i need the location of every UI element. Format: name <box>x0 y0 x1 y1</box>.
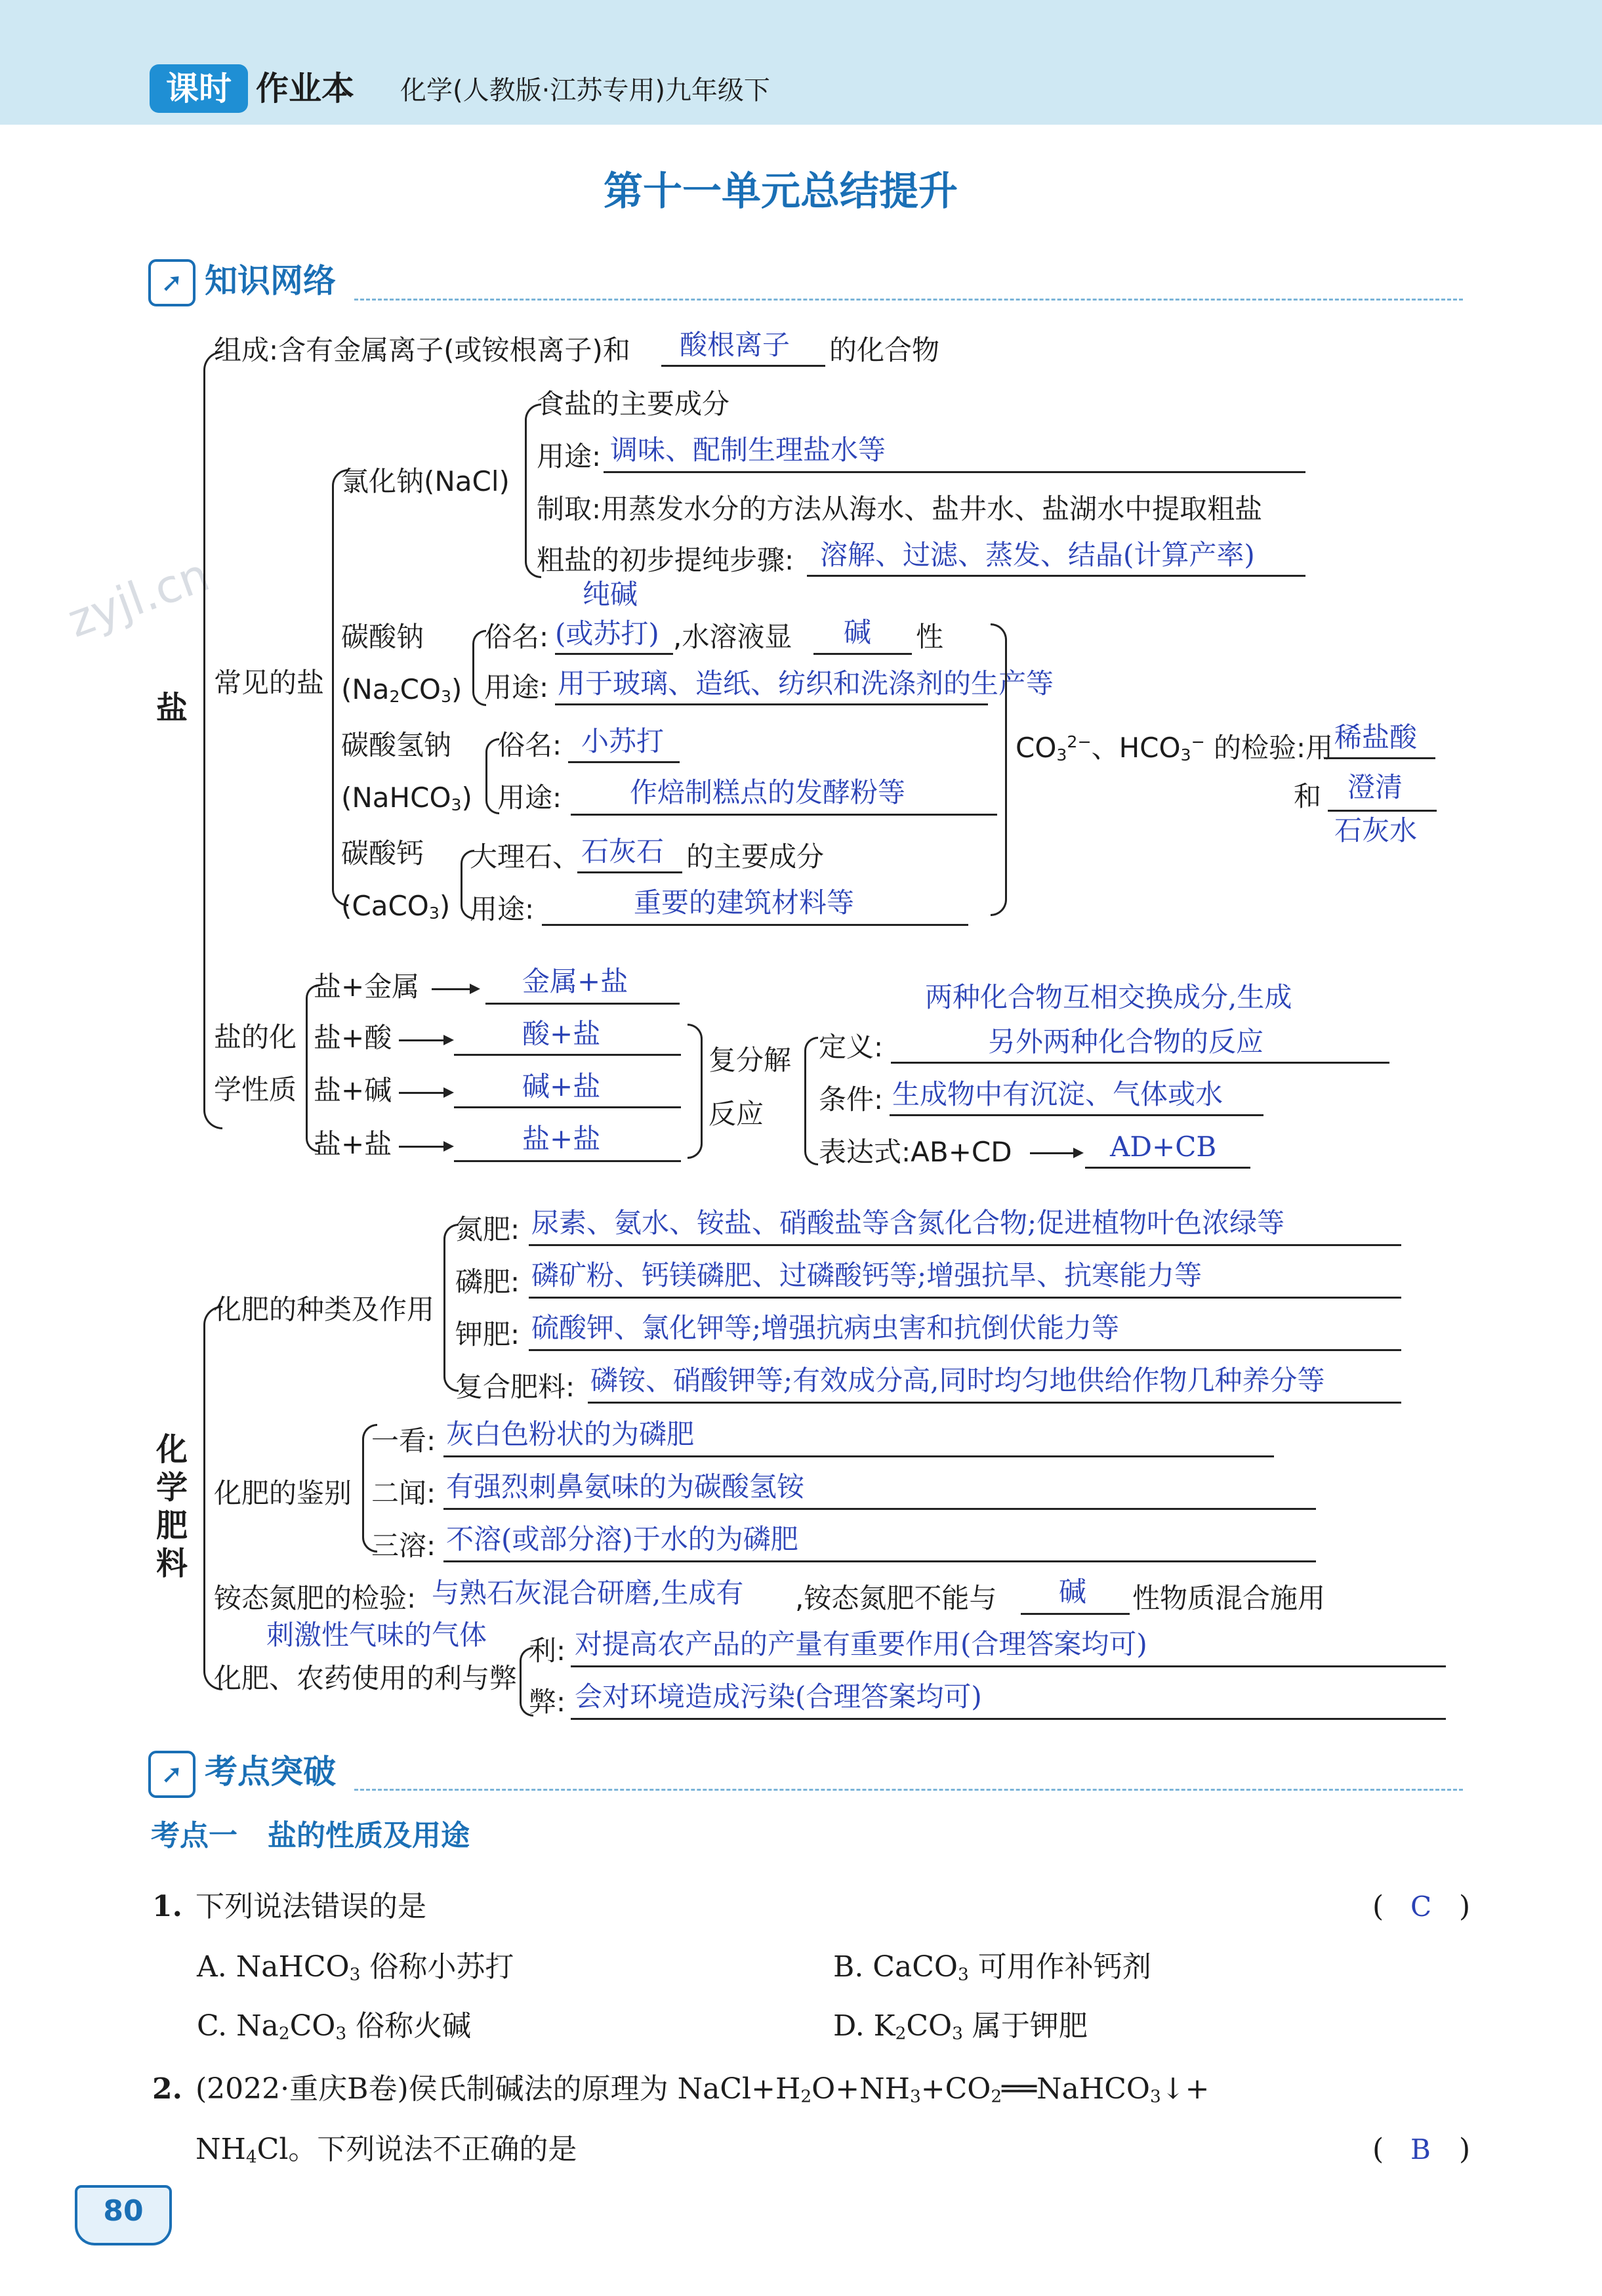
q2-answer: B <box>1410 2133 1431 2165</box>
nacl-main: 食盐的主要成分 <box>537 388 730 420</box>
id2-blank <box>443 1508 1316 1510</box>
n-blank <box>529 1244 1401 1246</box>
composition-post: 的化合物 <box>829 334 940 366</box>
expression-answer: AD+CB <box>1110 1131 1217 1163</box>
nahco3-name: 碳酸氢钠 <box>341 729 452 761</box>
na2co3-use-blank <box>555 703 988 705</box>
run-icon: ➚ <box>148 1751 195 1798</box>
nh4-answer-3: 刺激性气味的气体 <box>266 1619 487 1651</box>
identify-label: 化肥的鉴别 <box>214 1477 352 1509</box>
compound-blank <box>588 1402 1401 1404</box>
chem-label-1: 盐的化 <box>214 1021 297 1053</box>
arrow-1 <box>432 988 478 990</box>
definition-blank <box>891 1062 1389 1064</box>
test-answer-2b: 石灰水 <box>1334 814 1418 846</box>
definition-answer-2: 另外两种化合物的反应 <box>988 1026 1264 1058</box>
nacl-make: 制取:用蒸发水分的方法从海水、盐井水、盐湖水中提取粗盐 <box>537 493 1263 525</box>
id1-label: 一看: <box>371 1425 436 1457</box>
test-label: $CO_3^{2-}$、$HCO_3^-$ 的检验:用 <box>1016 732 1334 765</box>
pros-cons-label: 化肥、农药使用的利与弊 <box>214 1662 518 1694</box>
q1-option-b[interactable]: B. CaCO$_3$ 可用作补钙剂 <box>833 1950 1151 1985</box>
na2co3-alias-answer2: 碱 <box>844 616 872 648</box>
double-decomp-2: 反应 <box>709 1098 764 1130</box>
reaction-2: 盐+酸 <box>314 1022 392 1054</box>
na2co3-alias-top: 纯碱 <box>583 578 638 610</box>
arrow-2 <box>399 1039 451 1041</box>
na2co3-alias-blank2 <box>813 653 912 655</box>
q1-answer: C <box>1410 1890 1432 1923</box>
nahco3-alias-blank <box>568 761 680 763</box>
na2co3-name: 碳酸钠 <box>341 621 424 653</box>
q1-number: 1. <box>152 1890 182 1923</box>
double-decomp-brace <box>688 1024 703 1159</box>
fert-kind-label: 化肥的种类及作用 <box>214 1293 435 1325</box>
k-blank <box>529 1349 1401 1351</box>
reaction-2-answer: 酸+盐 <box>522 1018 601 1050</box>
caco3-use-label: 用途: <box>470 893 535 925</box>
reaction-1-answer: 金属+盐 <box>522 965 628 997</box>
composition-text: 组成:含有金属离子(或铵根离子)和 <box>214 334 630 366</box>
reaction-4: 盐+盐 <box>314 1128 392 1160</box>
reaction-1-blank <box>485 1003 680 1005</box>
composition-answer: 酸根离子 <box>680 329 791 361</box>
reaction-3-answer: 碱+盐 <box>522 1070 601 1102</box>
fertilizer-label: 化学肥料 <box>156 1431 188 1582</box>
test-brace <box>991 623 1007 916</box>
q2-line-2: $NH_4Cl$。下列说法不正确的是 <box>195 2133 577 2167</box>
id1-blank <box>443 1455 1274 1457</box>
nahco3-use-answer: 作焙制糕点的发酵粉等 <box>630 776 906 808</box>
reaction-1: 盐+金属 <box>314 971 420 1003</box>
caco3-main-post: 的主要成分 <box>686 841 825 873</box>
condition-blank <box>890 1114 1263 1116</box>
na2co3-alias-mid: ,水溶液显 <box>673 621 792 653</box>
nahco3-alias-label: 俗名: <box>497 729 562 761</box>
reaction-4-answer: 盐+盐 <box>522 1123 601 1155</box>
test-and: 和 <box>1294 780 1322 812</box>
header-subject: 化学(人教版·江苏专用)九年级下 <box>400 75 770 106</box>
reaction-2-blank <box>454 1054 681 1056</box>
q1-option-a[interactable]: A. NaHCO$_3$ 俗称小苏打 <box>197 1950 514 1985</box>
q1-paren-right: ) <box>1459 1890 1471 1923</box>
k-answer: 硫酸钾、氯化钾等;增强抗病虫害和抗倒伏能力等 <box>531 1312 1120 1344</box>
id3-label: 三溶: <box>371 1530 436 1562</box>
nacl-purify-label: 粗盐的初步提纯步骤: <box>537 544 794 576</box>
n-answer: 尿素、氨水、铵盐、硝酸盐等含氮化合物;促进植物叶色浓绿等 <box>531 1207 1285 1239</box>
common-salt-label: 常见的盐 <box>214 667 325 699</box>
test-blank-2 <box>1328 810 1437 812</box>
k-label: 钾肥: <box>455 1318 520 1350</box>
q2-paren-left: ( <box>1372 2133 1384 2166</box>
q1-paren-left: ( <box>1372 1890 1384 1923</box>
p-answer: 磷矿粉、钙镁磷肥、过磷酸钙等;增强抗旱、抗寒能力等 <box>531 1259 1202 1291</box>
pro-blank <box>571 1665 1446 1667</box>
nahco3-formula: (NaHCO$_3$) <box>341 782 472 815</box>
arrow-3 <box>399 1092 451 1094</box>
caco3-use-answer: 重要的建筑材料等 <box>634 887 855 919</box>
chem-label-2: 学性质 <box>214 1074 297 1106</box>
q2-number: 2. <box>152 2072 182 2106</box>
nahco3-use-blank <box>571 814 997 816</box>
id1-answer: 灰白色粉状的为磷肥 <box>446 1418 695 1450</box>
q2-line-1: (2022·重庆B卷)侯氏制碱法的原理为 $NaCl+H_2O+NH_3+CO_2══NaHCO_3↓+$ <box>195 2072 1210 2107</box>
con-label: 弊: <box>529 1686 566 1718</box>
con-blank <box>571 1718 1446 1720</box>
nahco3-alias-answer: 小苏打 <box>581 725 665 757</box>
salt-brace <box>203 351 222 1129</box>
nacl-use-label: 用途: <box>537 440 602 472</box>
nh4-mid: ,铵态氮肥不能与 <box>795 1582 997 1614</box>
id2-answer: 有强烈刺鼻氨味的为碳酸氢铵 <box>446 1471 805 1503</box>
n-label: 氮肥: <box>455 1213 520 1245</box>
header-series: 作业本 <box>256 70 354 108</box>
watermark: zyjl.cn <box>60 547 216 648</box>
compound-label: 复合肥料: <box>455 1371 575 1403</box>
pro-label: 利: <box>529 1635 566 1667</box>
pro-answer: 对提高农产品的产量有重要作用(合理答案均可) <box>575 1628 1147 1660</box>
q2-paren-right: ) <box>1459 2133 1471 2166</box>
reaction-3: 盐+碱 <box>314 1074 392 1106</box>
double-decomp-1: 复分解 <box>709 1044 792 1076</box>
caco3-main-answer: 石灰石 <box>581 835 665 867</box>
condition-answer: 生成物中有沉淀、气体或水 <box>892 1078 1223 1110</box>
nh4-blank-2 <box>1021 1613 1130 1615</box>
caco3-formula: (CaCO$_3$) <box>341 890 451 923</box>
caco3-name: 碳酸钙 <box>341 837 424 869</box>
q1-stem: 下列说法错误的是 <box>195 1890 426 1923</box>
header-logo: 课时 <box>150 64 248 113</box>
fert-kind-brace <box>443 1224 459 1392</box>
expression-arrow <box>1030 1152 1081 1154</box>
q1-option-d[interactable]: D. $K_2CO_3$ 属于钾肥 <box>833 2009 1088 2044</box>
section-title: 知识网络 <box>205 262 336 300</box>
section-divider <box>354 1789 1463 1791</box>
nacl-use-blank <box>604 471 1305 473</box>
condition-label: 条件: <box>819 1083 884 1116</box>
na2co3-formula: $(Na_2CO_3)$ <box>341 673 462 707</box>
na2co3-use-answer: 用于玻璃、造纸、纺织和洗涤剂的生产等 <box>558 667 1054 699</box>
na2co3-alias-label: 俗名: <box>484 621 549 653</box>
salt-label: 盐 <box>156 690 188 726</box>
na2co3-use-label: 用途: <box>484 671 549 703</box>
reaction-3-blank <box>454 1106 681 1108</box>
page-title: 第十一单元总结提升 <box>604 169 958 215</box>
reaction-4-blank <box>454 1160 681 1162</box>
nacl-purify-blank <box>807 575 1305 577</box>
nacl-label: 氯化钠(NaCl) <box>341 465 510 497</box>
na2co3-alias-answer: (或苏打) <box>555 617 659 650</box>
expression-blank <box>1085 1167 1250 1169</box>
test-answer-2a: 澄清 <box>1347 771 1403 803</box>
caco3-use-blank <box>542 924 968 926</box>
nh4-answer-2: 碱 <box>1059 1576 1087 1608</box>
p-blank <box>529 1297 1401 1299</box>
page-number: 80 <box>103 2194 144 2228</box>
nh4-answer: 与熟石灰混合研磨,生成有 <box>432 1577 744 1609</box>
section-divider <box>354 299 1463 301</box>
definition-label: 定义: <box>819 1031 884 1063</box>
id3-answer: 不溶(或部分溶)于水的为磷肥 <box>446 1523 798 1555</box>
caco3-main-a: 大理石、 <box>470 841 581 873</box>
con-answer: 会对环境造成污染(合理答案均可) <box>575 1680 982 1713</box>
nahco3-use-label: 用途: <box>497 782 562 814</box>
compound-answer: 磷铵、硝酸钾等;有效成分高,同时均匀地供给作物几种养分等 <box>590 1364 1325 1396</box>
nacl-purify-answer: 溶解、过滤、蒸发、结晶(计算产率) <box>820 539 1255 571</box>
definition-answer-1: 两种化合物互相交换成分,生成 <box>925 981 1292 1013</box>
p-label: 磷肥: <box>455 1266 520 1298</box>
id2-label: 二闻: <box>371 1477 436 1509</box>
id3-blank <box>443 1560 1316 1562</box>
arrow-4 <box>399 1146 451 1148</box>
expression-label: 表达式:AB+CD <box>819 1136 1012 1168</box>
q1-option-c[interactable]: C. $Na_2CO_3$ 俗称火碱 <box>197 2009 472 2044</box>
nh4-post: 性物质混合施用 <box>1132 1582 1326 1614</box>
key-point-title: 考点一 盐的性质及用途 <box>151 1819 470 1852</box>
caco3-main-blank <box>577 871 682 873</box>
nacl-use-answer: 调味、配制生理盐水等 <box>610 434 886 466</box>
nh4-label: 铵态氮肥的检验: <box>214 1582 417 1614</box>
composition-blank <box>661 365 825 367</box>
run-icon: ➚ <box>148 259 195 306</box>
test-blank-1 <box>1324 757 1435 759</box>
test-answer-1: 稀盐酸 <box>1334 721 1418 753</box>
na2co3-alias-blank <box>555 653 673 655</box>
na2co3-alias-post: 性 <box>916 621 944 653</box>
section-title: 考点突破 <box>205 1753 336 1791</box>
dd-detail-brace <box>804 1037 818 1165</box>
